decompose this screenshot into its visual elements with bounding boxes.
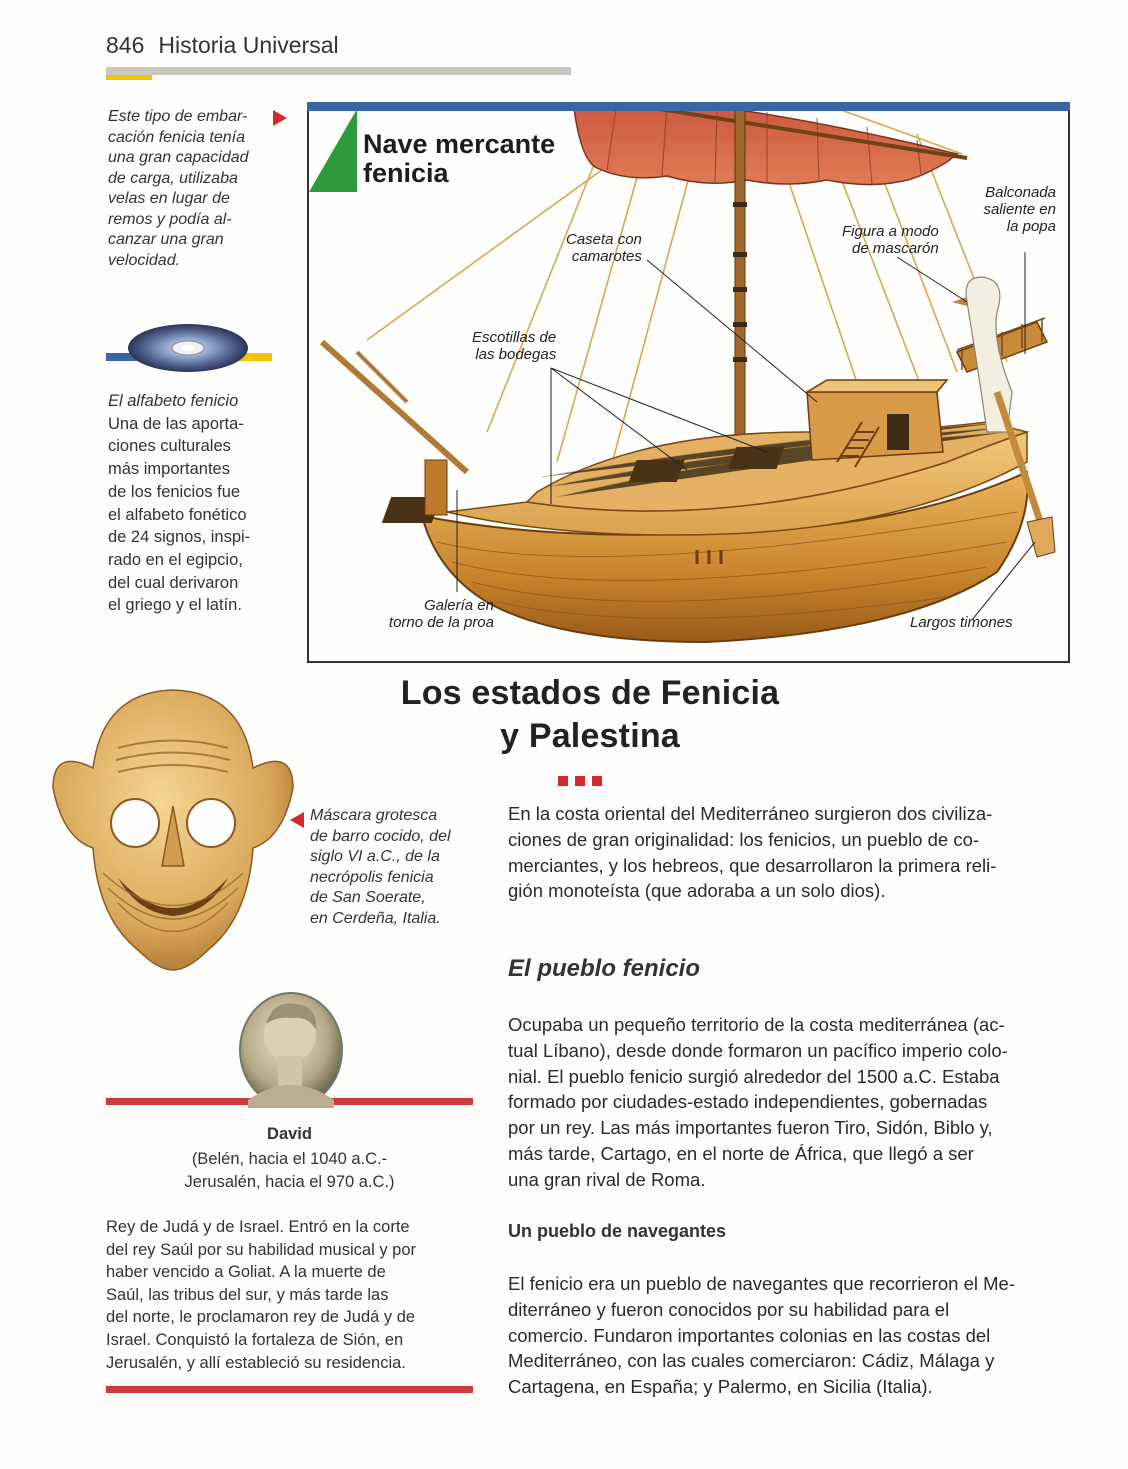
david-portrait — [238, 990, 344, 1110]
text-line: merciantes, y los hebreos, que desarrollaron la primera reli- — [508, 854, 997, 876]
bio-line: Rey de Judá y de Israel. Entró en la corte — [106, 1218, 410, 1236]
ship-caption-line: de carga, utilizaba — [108, 169, 238, 187]
bio-line: haber vencido a Goliat. A la muerte de — [106, 1263, 386, 1282]
david-name: David — [267, 1125, 312, 1143]
ship-caption-line: velas en lugar de — [108, 190, 230, 207]
text-line: nial. El pueblo fenicio surgió alrededor del 1500 a.C. Estaba — [508, 1065, 1000, 1087]
bio-line: del rey Saúl por su habilidad musical y por — [106, 1240, 416, 1259]
alphabet-line: el griego y el latín. — [108, 596, 242, 615]
alphabet-line: de 24 signos, inspi- — [108, 528, 251, 547]
book-title: Historia Universal — [158, 32, 339, 58]
ship-caption-line: una gran capacidad — [108, 149, 249, 166]
text-line: Mediterráneo, con las cuales comerciaron: Cádiz, Málaga y — [508, 1350, 995, 1372]
bio-line: Saúl, las tribus del sur, y más tarde las — [106, 1285, 389, 1304]
alphabet-line: ciones culturales — [108, 437, 231, 456]
text-line: formado por ciudades-estado independientes, gobernadas — [508, 1091, 988, 1113]
mask-caption — [310, 806, 480, 929]
text-line: El fenicio era un pueblo de navegantes que recorrieron el Me- — [508, 1273, 1016, 1294]
ship-title-line: fenicia — [363, 158, 449, 188]
alphabet-note — [108, 390, 278, 617]
bio-line: Israel. Conquistó la fortaleza de Sión, en — [106, 1330, 404, 1349]
ship-caption — [108, 107, 278, 271]
bio-line: del norte, le proclamaron rey de Judá y de — [106, 1308, 416, 1327]
mask-caption-line: siglo VI a.C., de la — [310, 848, 440, 865]
page-number: 846 — [106, 32, 145, 58]
alphabet-line: el alfabeto fonético — [108, 505, 247, 524]
mask-caption-line: Máscara grotesca — [310, 807, 438, 824]
running-header — [106, 32, 339, 59]
alphabet-line: del cual derivaron — [108, 573, 239, 592]
header-rule — [106, 67, 571, 75]
alphabet-line: de los fenicios fue — [108, 482, 241, 501]
main-title — [300, 672, 880, 758]
subsection-paragraph — [508, 1271, 1072, 1400]
main-title-line: Los estados de Fenicia — [400, 674, 780, 712]
pointer-left-icon — [290, 812, 304, 828]
label-escotillas: Escotillas de las bodegas — [472, 329, 557, 363]
text-line: por un rey. Las más importantes fueron Tiro, Sidón, Biblo y, — [508, 1117, 993, 1139]
ship-caption-line: remos y podía al- — [108, 210, 232, 228]
text-line: En la costa oriental del Mediterráneo surgieron dos civiliza- — [508, 803, 993, 824]
label-galeria: Galería en torno de la proa — [388, 597, 494, 631]
david-dates — [106, 1148, 473, 1193]
text-line: diterráneo y fueron conocidos por su habilidad para el — [508, 1298, 950, 1320]
label-caseta: Caseta con camarotes — [566, 231, 642, 265]
ship-box-topbar — [307, 102, 1070, 111]
ship-title-line: Nave mercante — [363, 129, 556, 159]
david-date-line: (Belén, hacia el 1040 a.C.- — [191, 1150, 388, 1168]
text-line: Cartagena, en España; y Palermo, en Sicilia (Italia). — [508, 1376, 933, 1398]
subsection-title: Un pueblo de navegantes — [508, 1221, 727, 1241]
ship-caption-line: cación fenicia tenía — [108, 128, 245, 146]
label-figura: Figura a modo de mascarón — [842, 223, 939, 257]
grotesque-mask-image — [48, 688, 298, 978]
intro-paragraph — [508, 801, 1072, 904]
text-line: tual Líbano), desde donde formaron un pacífico imperio colo- — [508, 1039, 1008, 1061]
title-ornament — [558, 776, 602, 786]
david-bottom-rule — [106, 1386, 473, 1393]
label-timones: Largos timones — [910, 614, 1013, 631]
david-biography — [106, 1216, 456, 1374]
text-line: Ocupaba un pequeño territorio de la costa mediterránea (ac- — [508, 1014, 1005, 1035]
ship-caption-line: canzar una gran — [108, 231, 224, 248]
text-line: gión monoteísta (que adoraba a un solo dios). — [508, 880, 886, 902]
ship-caption-line: Este tipo de embar- — [108, 108, 248, 125]
section-paragraph — [508, 1012, 1072, 1193]
mask-caption-line: en Cerdeña, Italia. — [310, 909, 441, 927]
header-accent — [106, 75, 152, 80]
compact-disc-icon — [126, 322, 250, 374]
ship-caption-line: velocidad. — [108, 251, 181, 269]
mask-caption-line: necrópolis fenicia — [310, 868, 434, 886]
alphabet-line: rado en el egipcio, — [108, 550, 243, 569]
bio-line: Jerusalén, y allí estableció su residencia. — [106, 1353, 406, 1372]
david-date-line: Jerusalén, hacia el 970 a.C.) — [184, 1172, 395, 1191]
text-line: comercio. Fundaron importantes colonias en las costas del — [508, 1324, 991, 1346]
text-line: más tarde, Cartago, en el norte de África, que llegó a ser — [508, 1142, 974, 1164]
main-title-line: y Palestina — [500, 717, 680, 755]
alphabet-line: Una de las aporta- — [108, 414, 244, 433]
ship-title — [363, 130, 555, 188]
text-line: ciones de gran originalidad: los fenicios, un pueblo de co- — [508, 828, 980, 850]
label-balconada: Balconada saliente en la popa — [983, 184, 1056, 235]
text-line: una gran rival de Roma. — [508, 1168, 706, 1190]
section-title: El pueblo fenicio — [508, 955, 701, 982]
alphabet-title: El alfabeto fenicio — [108, 392, 239, 410]
mask-caption-line: de barro cocido, del — [310, 827, 451, 845]
mask-caption-line: de San Soerate, — [310, 889, 426, 906]
alphabet-line: más importantes — [108, 460, 230, 479]
pointer-right-icon — [273, 110, 287, 126]
